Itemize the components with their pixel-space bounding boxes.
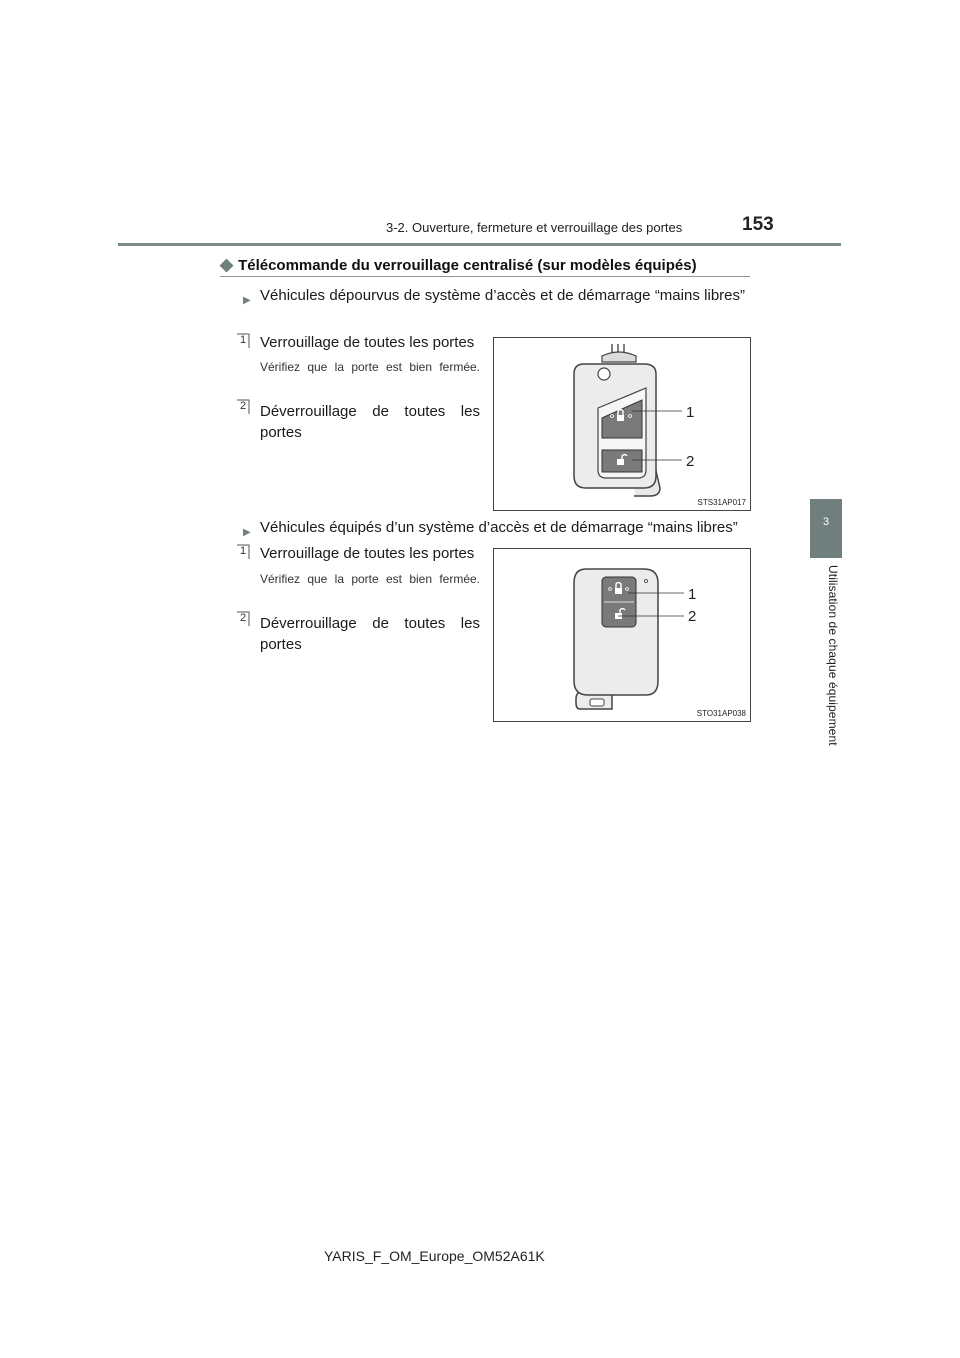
section-divider xyxy=(220,276,750,277)
step-number-badge: 1 xyxy=(236,333,250,349)
door-closed-note: Vérifiez que la porte est bien fermée. xyxy=(260,360,480,374)
chapter-tab-number: 3 xyxy=(822,516,830,528)
smart-key-illustration xyxy=(494,549,750,721)
header-divider xyxy=(118,243,841,246)
diamond-icon: ◆ xyxy=(220,255,234,274)
chapter-tab[interactable] xyxy=(810,499,842,558)
chapter-tab-label: Utilisation de chaque équipement xyxy=(826,565,840,746)
figure-code: STS31AP017 xyxy=(697,498,746,507)
callout-1: 1 xyxy=(688,586,697,603)
triangle-bullet-icon: ▶ xyxy=(243,527,251,538)
section-title: Télécommande du verrouillage centralisé (sur modèles équipés) xyxy=(238,257,697,274)
bullet-heading-1: ▶ Véhicules dépourvus de système d’accès et de démarrage “mains libres” xyxy=(260,285,745,306)
step-number-badge: 1 xyxy=(236,544,250,560)
door-closed-note: Vérifiez que la porte est bien fermée. xyxy=(260,572,480,586)
flip-key-figure xyxy=(493,337,751,511)
callout-1: 1 xyxy=(686,404,695,421)
bullet-heading-2: ▶ Véhicules équipés d’un système d’accès et de démarrage “mains libres” xyxy=(260,517,750,538)
step-number-badge: 2 xyxy=(236,399,250,415)
document-code: YARIS_F_OM_Europe_OM52A61K xyxy=(324,1248,545,1264)
page-number: 153 xyxy=(742,214,774,235)
smart-key-figure xyxy=(493,548,751,722)
callout-2: 2 xyxy=(688,608,697,625)
figure-code: STO31AP038 xyxy=(696,709,746,718)
flip-key-illustration xyxy=(494,338,750,510)
triangle-bullet-icon: ▶ xyxy=(243,295,251,306)
chapter-title: 3-2. Ouverture, fermeture et verrouillage des portes xyxy=(386,220,683,235)
callout-2: 2 xyxy=(686,453,695,470)
step-number-badge: 2 xyxy=(236,611,250,627)
lock-all-doors-label: Verrouillage de toutes les portes xyxy=(260,334,475,351)
section-heading xyxy=(220,255,697,275)
unlock-all-doors-label: Déverrouillage de toutes les portes xyxy=(260,403,480,441)
lock-all-doors-label: Verrouillage de toutes les portes xyxy=(260,545,475,562)
unlock-all-doors-label: Déverrouillage de toutes les portes xyxy=(260,615,480,653)
